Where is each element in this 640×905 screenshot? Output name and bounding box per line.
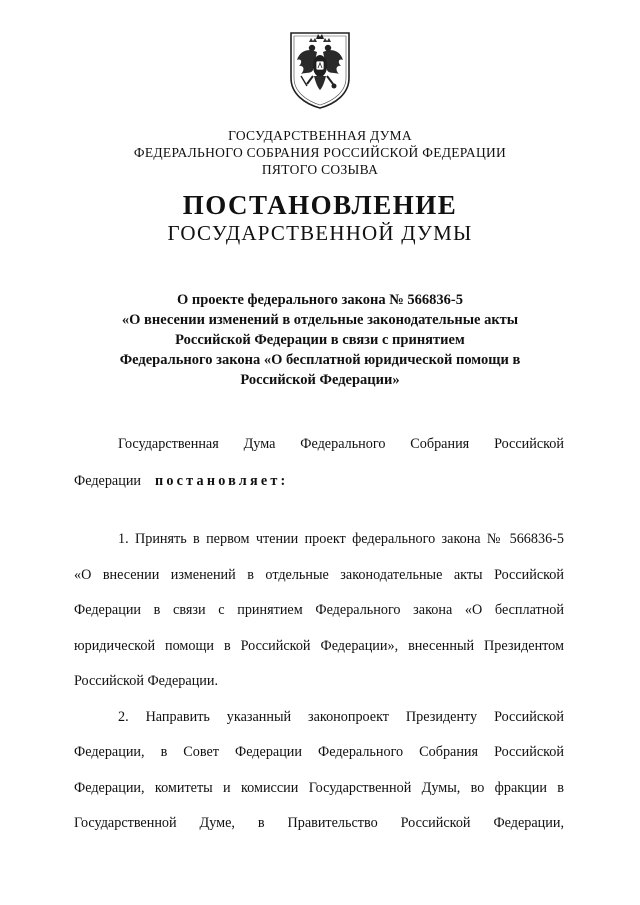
item-1-line: Российской Федерации. bbox=[74, 673, 219, 689]
item-2-line: 2. Направить указанный законопроект Президенту Российской bbox=[118, 709, 564, 725]
item-2-line: Федерации, в Совет Федерации Федерального Собрания Российской bbox=[74, 744, 564, 760]
item-1-line: Федерации в связи с принятием Федерального закона «О бесплатной bbox=[74, 602, 564, 618]
org-name-line-3: ПЯТОГО СОЗЫВА bbox=[261, 162, 379, 177]
subject-line: О проекте федерального закона № 566836-5 bbox=[176, 292, 464, 308]
preamble-line bbox=[74, 472, 564, 490]
subject-line: Российской Федерации в связи с принятием bbox=[175, 332, 465, 348]
item-1-line: юридической помощи в Российской Федерации», внесенный Президентом bbox=[74, 638, 564, 654]
org-name-line-1: ГОСУДАРСТВЕННАЯ ДУМА bbox=[228, 128, 412, 143]
item-1-line: «О внесении изменений в отдельные законодательные акты Российской bbox=[74, 567, 564, 583]
subject-line: Российской Федерации» bbox=[240, 372, 400, 388]
item-2-line: Государственной Думе, в Правительство Российской Федерации, bbox=[74, 815, 564, 831]
item-2-line: Федерации, комитеты и комиссии Государственной Думы, во фракции в bbox=[74, 780, 564, 796]
russian-coat-of-arms-icon bbox=[287, 30, 353, 110]
preamble-verb: постановляет: bbox=[155, 473, 289, 489]
preamble-line: Государственная Дума Федерального Собрания Российской bbox=[118, 436, 564, 452]
subject-line: «О внесении изменений в отдельные законодательные акты bbox=[121, 312, 519, 328]
document-type-subtitle: ГОСУДАРСТВЕННОЙ ДУМЫ bbox=[167, 221, 473, 245]
document-subject bbox=[60, 290, 580, 390]
preamble-subject: Федерации bbox=[74, 473, 142, 489]
item-1-line: 1. Принять в первом чтении проект федерального закона № 566836-5 bbox=[118, 531, 564, 547]
subject-line: Федерального закона «О бесплатной юридической помощи в bbox=[119, 352, 521, 368]
document-type-title: ПОСТАНОВЛЕНИЕ bbox=[182, 190, 458, 220]
org-name-line-2: ФЕДЕРАЛЬНОГО СОБРАНИЯ РОССИЙСКОЙ ФЕДЕРАЦИИ bbox=[133, 145, 507, 160]
